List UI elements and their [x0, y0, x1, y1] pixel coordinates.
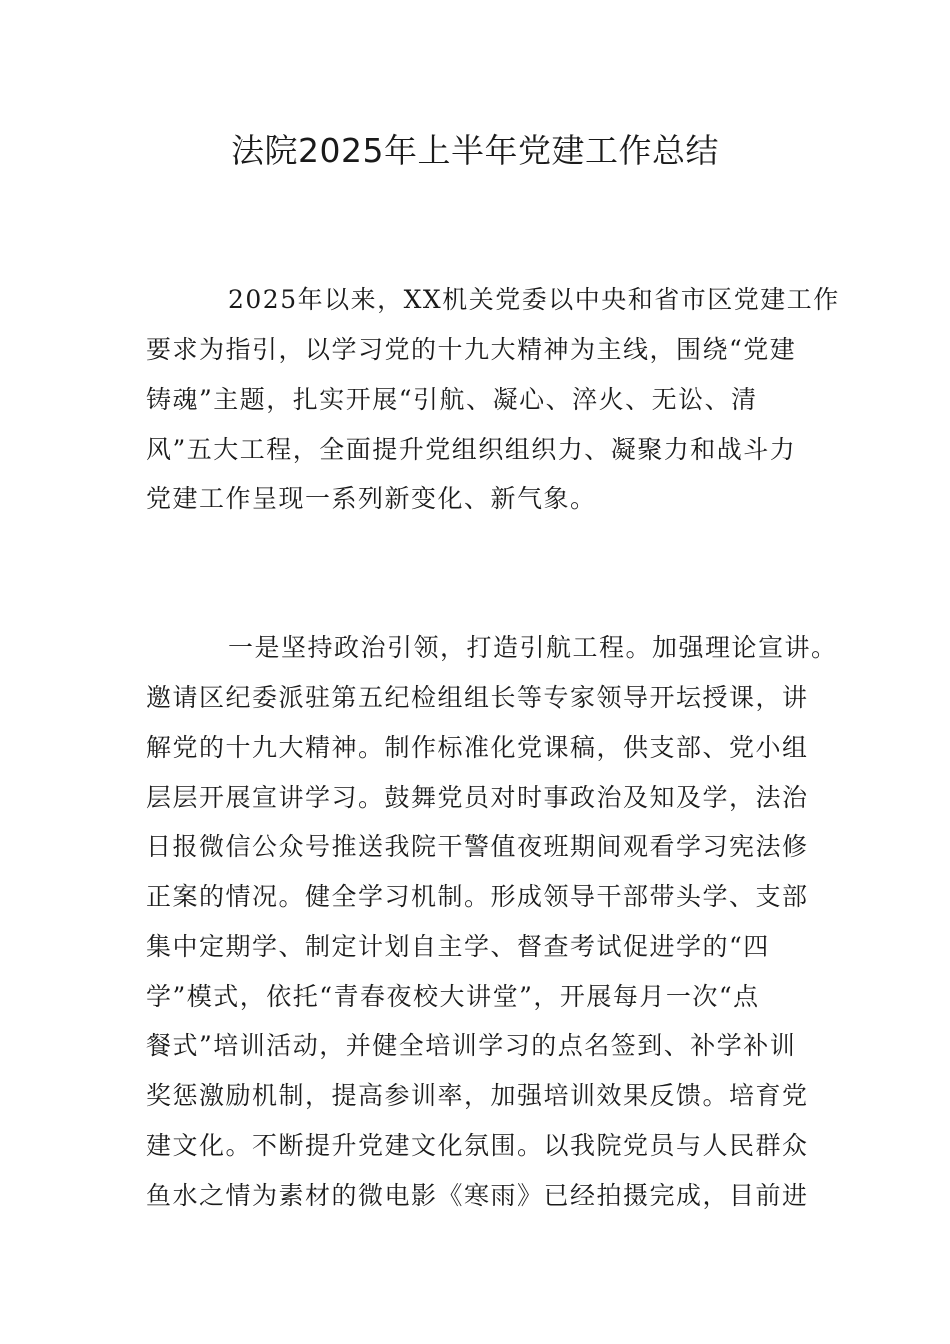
paragraph-2-line-6: 正案的情况。健全学习机制。形成领导干部带头学、支部 — [146, 882, 809, 911]
paragraph-2-line-4: 层层开展宣讲学习。鼓舞党员对时事政治及知及学，法治 — [146, 783, 809, 812]
document-title: 法院2025年上半年党建工作总结 — [231, 131, 719, 170]
paragraph-2-line-1: 一是坚持政治引领，打造引航工程。加强理论宣讲。 — [228, 633, 838, 662]
paragraph-1-line-2: 要求为指引，以学习党的十九大精神为主线，围绕“党建 — [146, 335, 797, 364]
paragraph-2-line-10: 奖惩激励机制，提高参训率，加强培训效果反馈。培育党 — [146, 1081, 809, 1110]
paragraph-1-line-5: 党建工作呈现一系列新变化、新气象。 — [146, 484, 597, 513]
paragraph-2-line-9: 餐式”培训活动，并健全培训学习的点名签到、补学补训 — [146, 1031, 797, 1060]
paragraph-1-line-1: 2025年以来，XX机关党委以中央和省市区党建工作 — [228, 285, 840, 314]
paragraph-2-line-11: 建文化。不断提升党建文化氛围。以我院党员与人民群众 — [146, 1131, 809, 1160]
paragraph-1-line-3: 铸魂”主题，扎实开展“引航、凝心、淬火、无讼、清 — [146, 385, 758, 414]
paragraph-1-line-4: 风”五大工程，全面提升党组织组织力、凝聚力和战斗力 — [146, 435, 797, 464]
paragraph-2-line-12: 鱼水之情为素材的微电影《寒雨》已经拍摄完成，目前进 — [146, 1181, 809, 1210]
paragraph-2-line-5: 日报微信公众号推送我院干警值夜班期间观看学习宪法修 — [146, 832, 809, 861]
paragraph-2-line-7: 集中定期学、制定计划自主学、督查考试促进学的“四 — [146, 932, 770, 961]
paragraph-2-line-2: 邀请区纪委派驻第五纪检组组长等专家领导开坛授课，讲 — [146, 683, 809, 712]
paragraph-2-line-8: 学”模式，依托“青春夜校大讲堂”，开展每月一次“点 — [146, 982, 760, 1011]
paragraph-2-line-3: 解党的十九大精神。制作标准化党课稿，供支部、党小组 — [146, 733, 809, 762]
